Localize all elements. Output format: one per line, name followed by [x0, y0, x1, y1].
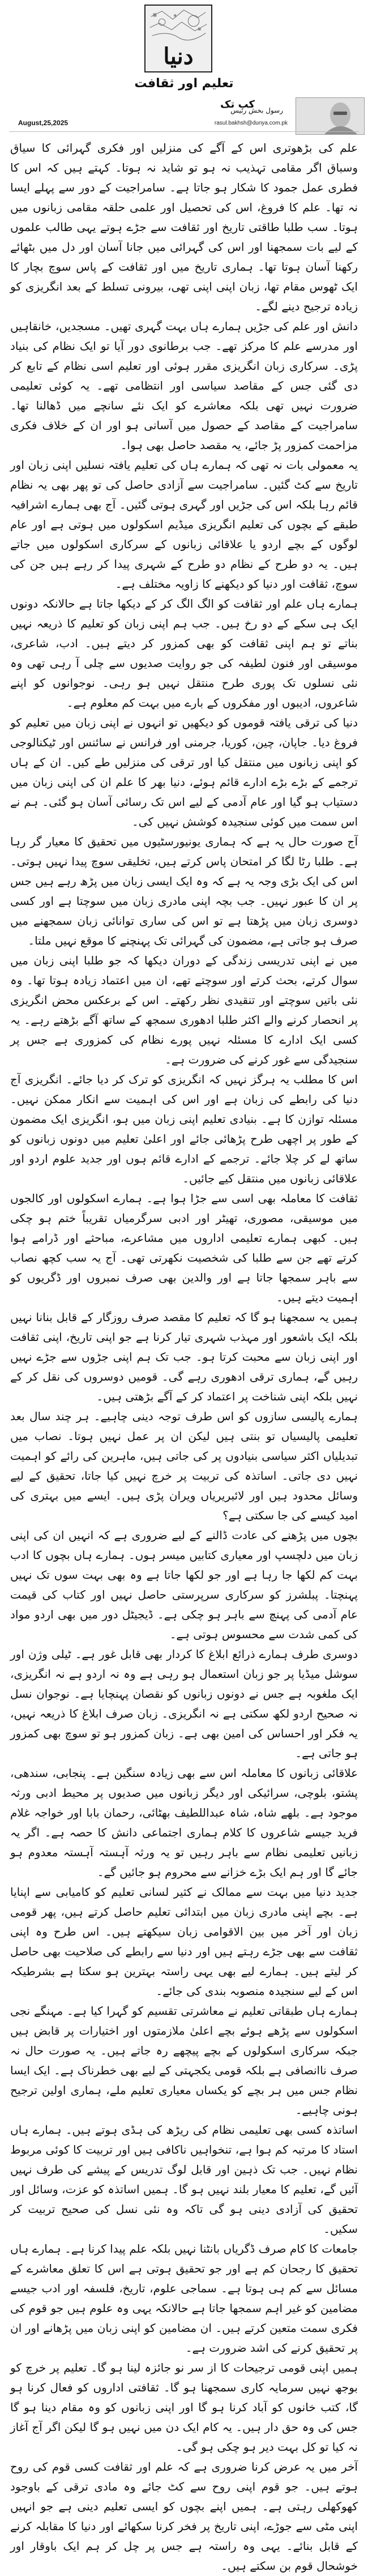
article-paragraph: ثقافت کا معاملہ بھی اسی سے جڑا ہوا ہے۔ ہمارے اسکولوں اور کالجوں میں موسیقی، مصوری، تھیٹر اور ادبی سرگرمیاں تقریباً ختم ہو چکی ہیں۔ کبھی ہمارے تعلیمی اداروں میں مشاعرے، مباحثے اور ڈرامے ہوا کرتے تھے جن سے طلبا کی شخصیت نکھرتی تھی۔ آج یہ سب کچھ نصاب سے باہر سمجھا جاتا ہے اور والدین بھی صرف نمبروں اور ڈگریوں کو اہمیت دیتے ہیں۔: [10, 1191, 358, 1304]
article-paragraph: یہ معمولی بات نہ تھی کہ ہمارے ہاں کی تعلیم یافتہ نسلیں اپنی زبان اور تاریخ سے کٹ گئیں۔ سامراجیت سے آزادی حاصل کی تو پھر بھی یہ نظام قائم رہا بلکہ اس کی جڑیں اور گہری ہوتی گئیں۔ آج بھی ہمارے اشرافیہ طبقے کے بچوں کی تعلیم انگریزی میڈیم اسکولوں میں ہوتی ہے اور عام لوگوں کے بچے اردو یا علاقائی زبانوں کے سرکاری اسکولوں میں جاتے ہیں۔ یہ دو طرح کے نظام دو طرح کے شہری پیدا کر رہے ہیں جن کی سوچ، ثقافت اور دنیا کو دیکھنے کا زاویہ مختلف ہے۔: [10, 458, 358, 591]
byline-band: [0, 97, 368, 134]
article-paragraph: علاقائی زبانوں کا معاملہ اس سے بھی زیادہ سنگین ہے۔ پنجابی، سندھی، پشتو، بلوچی، سرائیکی اور دیگر زبانوں میں صدیوں پر محیط ادبی ورثہ موجود ہے۔ بلھے شاہ، شاہ عبداللطیف بھٹائی، رحمان بابا اور خواجہ غلام فرید جیسے شاعروں کا کلام ہماری اجتماعی دانش کا حصہ ہے۔ اگر یہ زبانیں تعلیمی نظام سے باہر رہیں تو یہ ورثہ آہستہ آہستہ معدوم ہو جائے گا اور ہم ایک بڑے خزانے سے محروم ہو جائیں گے۔: [10, 1766, 358, 1879]
author-name: رسول بخش رئیس: [230, 106, 283, 114]
author-photo: [296, 97, 365, 135]
article-paragraph: دوسری طرف ہمارے ذرائع ابلاغ کا کردار بھی قابل غور ہے۔ ٹیلی وژن اور سوشل میڈیا پر جو زبان استعمال ہو رہی ہے وہ نہ اردو ہے نہ انگریزی، ایک ملغوبہ ہے جس نے دونوں زبانوں کو نقصان پہنچایا ہے۔ نوجوان نسل نہ صحیح اردو لکھ سکتی ہے نہ انگریزی۔ زبان صرف ابلاغ کا ذریعہ نہیں، یہ فکر اور احساس کی امین بھی ہے۔ زبان کمزور ہو تو سوچ بھی کمزور ہو جاتی ہے۔: [10, 1647, 358, 1760]
article-paragraph: آج صورت حال یہ ہے کہ ہماری یونیورسٹیوں میں تحقیق کا معیار گر رہا ہے۔ طلبا رٹا لگا کر امتحان پاس کرتے ہیں، تخلیقی سوچ پیدا نہیں ہوتی۔ اس کی ایک بڑی وجہ یہ ہے کہ وہ ایک ایسی زبان میں پڑھ رہے ہیں جس پر ان کا عبور نہیں۔ جب بچہ اپنی مادری زبان میں سوچتا ہے اور کسی دوسری زبان میں پڑھتا ہے تو اس کی ساری توانائی زبان سمجھنے میں صرف ہو جاتی ہے، مضمون کی گہرائی تک پہنچنے کا موقع نہیں ملتا۔: [10, 835, 358, 947]
author-portrait-icon: [296, 98, 364, 134]
newspaper-logo: [144, 5, 212, 72]
article-paragraph: اس کا مطلب یہ ہرگز نہیں کہ انگریزی کو ترک کر دیا جائے۔ انگریزی آج دنیا کی رابطے کی زبان ہے اور اس کی اہمیت سے انکار ممکن نہیں۔ مسئلہ توازن کا ہے۔ بنیادی تعلیم اپنی زبان میں ہو، انگریزی ایک مضمون کے طور پر اچھی طرح پڑھائی جائے اور اعلیٰ تعلیم میں دونوں زبانوں کو ساتھ لے کر چلا جائے۔ ترجمے کے ادارے قائم ہوں اور جدید علوم اردو اور علاقائی زبانوں میں منتقل کیے جائیں۔: [10, 1073, 358, 1185]
article-paragraph: علم کی بڑھوتری اس کے آگے کی منزلیں اور فکری گہرائی کا سیاق وسباق اگر مقامی تہذیب نہ ہو تو شاید نہ ہوتا۔ کہتے ہیں کہ اس کا فطری عمل جمود کا شکار ہو جاتا ہے۔ سامراجیت کے دور سے پہلے ایسا نہ تھا۔ علم کا فروغ، اس کی تحصیل اور علمی حلقہ مقامی زبانوں میں ہوتا۔ سب طلبا طاقتی تاریخ اور ثقافت سے جڑے ہوتے یہی طالب علموں کے لیے بات سمجھنا اور اس کی گہرائی میں جانا آسان اور دل میں بٹھائے رکھنا آسان ہوتا تھا۔ ہماری تاریخ میں اور ثقافت کے پاس سوچ بچار کا ایک ٹھوس مقام تھا، زبان اپنی اپنی تھی، بیرونی تسلط کے بعد انگریزی کو زیادہ ترجیح دینے لگے۔: [10, 141, 358, 313]
article-body: [10, 138, 358, 2573]
masthead: [0, 0, 368, 136]
author-email: rasul.bakhsh@dunya.com.pk: [214, 120, 288, 126]
article-paragraph: ہمارے پالیسی سازوں کو اس طرف توجہ دینی چاہیے۔ ہر چند سال بعد تعلیمی پالیسیاں تو بنتی ہیں لیکن ان پر عمل نہیں ہوتا۔ نصاب میں تبدیلیاں اکثر سیاسی بنیادوں پر کی جاتی ہیں، ماہرین کی رائے کو اہمیت نہیں دی جاتی۔ اساتذہ کی تربیت پر خرچ نہیں کیا جاتا، تحقیق کے لیے وسائل محدود ہیں اور لائبریریاں ویران پڑی ہیں۔ ایسے میں بہتری کی امید کیسے کی جا سکتی ہے؟: [10, 1409, 358, 1522]
article-paragraph: دانش اور علم کی جڑیں ہمارے ہاں بہت گہری تھیں۔ مسجدیں، خانقاہیں اور مدرسے علم کا مرکز تھے۔ جب برطانوی دور آیا تو ایک نظام کی بنیاد پڑی۔ سرکاری زبان انگریزی مقرر ہوئی اور تعلیم اسی نظام کے تابع کر دی گئی جس کے مقاصد سیاسی اور انتظامی تھے۔ یہ کوئی تعلیمی ضرورت نہیں تھی بلکہ معاشرے کو ایک نئے سانچے میں ڈھالنا تھا۔ سامراجیت کے مقاصد کے حصول میں آسانی ہو اور ان کے خلاف فکری مزاحمت کمزور پڑ جائے، یہ مقصد حاصل بھی ہوا۔: [10, 319, 358, 452]
article-paragraph: ہمارے ہاں علم اور ثقافت کو الگ الگ کر کے دیکھا جاتا ہے حالانکہ دونوں ایک ہی سکے کے دو رخ ہیں۔ جب ہم اپنی زبان کو تعلیم کا ذریعہ نہیں بناتے تو ہم اپنی ثقافت کو بھی کمزور کر دیتے ہیں۔ ادب، شاعری، موسیقی اور فنون لطیفہ کی جو روایت صدیوں سے چلی آ رہی تھی وہ نئی نسلوں تک پوری طرح منتقل نہیں ہو رہی۔ نوجوانوں کو اپنے شاعروں، ادیبوں اور مفکروں کے بارے میں بہت کم معلوم ہے۔: [10, 597, 358, 710]
logo-wordmark: دنیا: [163, 43, 194, 70]
article-paragraph: جدید دنیا میں بہت سے ممالک نے کثیر لسانی تعلیم کو کامیابی سے اپنایا ہے۔ بچے اپنی مادری زبان میں ابتدائی تعلیم حاصل کرتے ہیں، پھر قومی زبان اور آخر میں بین الاقوامی زبان سیکھتے ہیں۔ اس طرح وہ اپنی ثقافت سے بھی جڑے رہتے ہیں اور دنیا سے رابطے کی صلاحیت بھی حاصل کر لیتے ہیں۔ ہمارے لیے بھی یہی راستہ بہترین ہو سکتا ہے بشرطیکہ اس کے لیے سنجیدہ منصوبہ بندی کی جائے۔: [10, 1885, 358, 1998]
byline-divider: [9, 131, 359, 132]
article-paragraph: ہمارے ہاں طبقاتی تعلیم نے معاشرتی تقسیم کو گہرا کیا ہے۔ مہنگے نجی اسکولوں سے پڑھے ہوئے بچے اعلیٰ ملازمتوں اور اختیارات پر قابض ہیں جبکہ سرکاری اسکولوں کے بچے پیچھے رہ جاتے ہیں۔ یہ صورت حال نہ صرف ناانصافی ہے بلکہ قومی یکجہتی کے لیے بھی خطرناک ہے۔ ایک ایسا نظام جس میں ہر بچے کو یکساں معیاری تعلیم ملے، ہماری اولین ترجیح ہونی چاہیے۔: [10, 2004, 358, 2117]
article-paragraph: دنیا کی ترقی یافتہ قوموں کو دیکھیں تو انہوں نے اپنی زبان میں تعلیم کو فروغ دیا۔ جاپان، چین، کوریا، جرمنی اور فرانس نے سائنس اور ٹیکنالوجی کو اپنی زبانوں میں منتقل کیا اور ترقی کی منزلیں طے کیں۔ ان کے ہاں ترجمے کے بڑے بڑے ادارے قائم ہوئے، دنیا بھر کا علم ان کی اپنی زبان میں دستیاب ہو گیا اور عام آدمی کے لیے اس تک رسائی آسان ہو گئی۔ ہم نے اس سمت میں کوئی سنجیدہ کوشش نہیں کی۔: [10, 716, 358, 828]
column-title: کب تک: [220, 99, 255, 110]
publish-date: August,25,2025: [18, 119, 69, 127]
article-paragraph: اساتذہ کسی بھی تعلیمی نظام کی ریڑھ کی ہڈی ہوتے ہیں۔ ہمارے ہاں استاد کا مرتبہ کم ہوا ہے، تنخواہیں ناکافی ہیں اور تربیت کا کوئی مربوط نظام نہیں۔ جب تک ذہین اور قابل لوگ تدریس کے پیشے کی طرف نہیں آئیں گے، تعلیم کا معیار بلند نہیں ہو گا۔ ہمیں اساتذہ کو عزت، وسائل اور تحقیق کی آزادی دینی ہو گی تاکہ وہ نئی نسل کی صحیح تربیت کر سکیں۔: [10, 2123, 358, 2236]
topic-title: تعلیم اور ثقافت: [134, 76, 234, 91]
article-paragraph: میں نے اپنی تدریسی زندگی کے دوران دیکھا کہ جو طلبا اپنی زبان میں سوال کرتے، بحث کرتے اور سوچتے تھے، ان میں اعتماد زیادہ ہوتا تھا۔ وہ نئی باتیں سوچتے اور تنقیدی نظر رکھتے۔ اس کے برعکس محض انگریزی پر انحصار کرنے والے اکثر طلبا ادھوری سمجھ کے ساتھ آگے بڑھتے رہے۔ یہ کسی ایک ادارے کا مسئلہ نہیں پورے نظام کی کمزوری ہے جس پر سنجیدگی سے غور کرنے کی ضرورت ہے۔: [10, 954, 358, 1066]
article-paragraph: بچوں میں پڑھنے کی عادت ڈالنے کے لیے ضروری ہے کہ انہیں ان کی اپنی زبان میں دلچسپ اور معیاری کتابیں میسر ہوں۔ ہمارے ہاں بچوں کا ادب بہت کم لکھا جا رہا ہے اور جو لکھا جاتا ہے وہ بھی بہت سوں تک نہیں پہنچتا۔ پبلشرز کو سرکاری سرپرستی حاصل نہیں اور کتاب کی قیمت عام آدمی کی پہنچ سے باہر ہو چکی ہے۔ ڈیجیٹل دور میں بھی اردو مواد کی کمی شدت سے محسوس ہوتی ہے۔: [10, 1528, 358, 1641]
article-paragraph: ہمیں یہ سمجھنا ہو گا کہ تعلیم کا مقصد صرف روزگار کے قابل بنانا نہیں بلکہ ایک باشعور اور مہذب شہری تیار کرنا ہے جو اپنی تاریخ، اپنی ثقافت اور اپنی زبان سے محبت کرتا ہو۔ جب تک ہم اپنی جڑوں سے جڑے نہیں رہیں گے، ہماری ترقی ادھوری رہے گی۔ قومیں دوسروں کی نقل کر کے نہیں بلکہ اپنی شناخت پر اعتماد کر کے آگے بڑھتی ہیں۔: [10, 1310, 358, 1403]
article-paragraph: آخر میں یہ عرض کرنا ضروری ہے کہ علم اور ثقافت کسی قوم کی روح ہوتے ہیں۔ جو قوم اپنی روح سے کٹ جائے وہ مادی ترقی کے باوجود کھوکھلی رہتی ہے۔ ہمیں اپنے بچوں کو ایسی تعلیم دینی ہے جو انہیں اپنی مٹی سے جوڑے، اپنی تاریخ پر فخر کرنا سکھائے اور دنیا کا مقابلہ کرنے کے قابل بنائے۔ یہی وہ راستہ ہے جس پر چل کر ہم ایک باوقار اور خوشحال قوم بن سکتے ہیں۔: [10, 2460, 358, 2573]
article-paragraph: جامعات کا کام صرف ڈگریاں بانٹنا نہیں بلکہ علم پیدا کرنا ہے۔ ہمارے ہاں تحقیق کا رجحان کم ہے اور جو تحقیق ہوتی ہے اس کا تعلق معاشرے کے مسائل سے کم ہی ہوتا ہے۔ سماجی علوم، تاریخ، فلسفہ اور ادب جیسے مضامین کو غیر اہم سمجھا جاتا ہے حالانکہ یہی وہ علوم ہیں جو قوم کی فکری سمت متعین کرتے ہیں۔ ان مضامین کو اپنی زبان میں پڑھانے اور ان پر تحقیق کرنے کی اشد ضرورت ہے۔: [10, 2242, 358, 2355]
article-paragraph: ہمیں اپنی قومی ترجیحات کا از سر نو جائزہ لینا ہو گا۔ تعلیم پر خرچ کو بوجھ نہیں سرمایہ کاری سمجھنا ہو گا۔ ثقافتی اداروں کو فعال کرنا ہو گا، کتب خانوں کو آباد کرنا ہو گا اور اپنی زبانوں کو وہ مقام دینا ہو گا جس کی وہ حق دار ہیں۔ یہ کام ایک دن میں نہیں ہو گا لیکن اگر آج آغاز نہ کیا تو کل بہت دیر ہو چکی ہو گی۔: [10, 2361, 358, 2454]
